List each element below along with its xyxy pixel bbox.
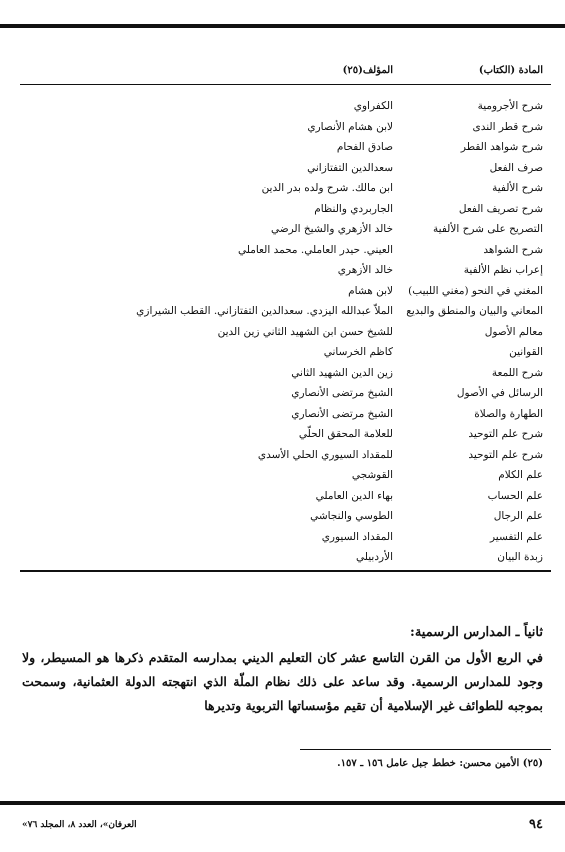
table-row — [20, 240, 543, 261]
author-name: لابن هشام — [348, 284, 393, 297]
book-title: الرسائل في الأصول — [456, 387, 543, 399]
author-name: سعدالدين التفتازاني — [307, 161, 393, 174]
book-title: علم التفسير — [490, 530, 543, 543]
book-title: علم الحساب — [487, 489, 543, 502]
book-title: شرح قطر الندى — [472, 120, 543, 133]
author-name: للعلامة المحقق الحلّي — [298, 428, 393, 440]
author-name: للمقداد السيوري الحلي الأسدي — [257, 448, 393, 461]
author-name: الشيخ مرتضى الأنصاري — [291, 387, 393, 399]
author-name: كاظم الخرساني — [323, 346, 393, 358]
author-name: خالد الأزهري — [337, 264, 393, 276]
book-title: معالم الأصول — [484, 325, 543, 338]
table-row — [20, 96, 543, 117]
table-row — [20, 260, 543, 281]
section-title: ثانياً ـ المدارس الرسمية: — [410, 625, 543, 640]
book-title: شرح الألفية — [492, 182, 543, 194]
table-row — [20, 281, 543, 302]
book-title: شرح تصريف الفعل — [458, 202, 543, 215]
book-title: علم الرجال — [493, 510, 543, 522]
book-title: التصريح على شرح الألفية — [433, 223, 543, 235]
table-header — [20, 60, 543, 82]
page-footer — [22, 817, 543, 832]
page-number: ٩٤ — [529, 817, 543, 832]
author-name: زين الدين الشهيد الثاني — [291, 366, 393, 379]
table-rows — [20, 96, 543, 568]
header-author: المؤلف(٢٥) — [342, 65, 393, 76]
section-official-schools — [22, 622, 543, 718]
footnote-rule — [300, 749, 551, 750]
table-row — [20, 342, 543, 363]
book-title: شرح علم التوحيد — [468, 448, 543, 461]
table-row — [20, 178, 543, 199]
author-name: للشيخ حسن ابن الشهيد الثاني زين الدين — [217, 325, 393, 338]
author-name: المقداد السيوري — [321, 530, 393, 543]
table-row — [20, 404, 543, 425]
book-title: شرح الشواهد — [483, 243, 543, 256]
book-title: صرف الفعل — [489, 161, 543, 174]
header-book: المادة (الكتاب) — [478, 65, 543, 76]
section-paragraph: في الربع الأول من القرن التاسع عشر كان التعليم الديني بمدارسه المتقدم ذكرها هو المسيطر، ولا وجود للمدارس الرسمية. وقد ساعد على ذلك نظام الملّة الذي انتهجته الدولة العثمانية، وسمحت بموجبه للطوائف غير الإسلامية أن تقيم مؤسساتها التربوية وتديرها — [22, 650, 543, 713]
book-title: شرح الأجرومية — [477, 100, 543, 112]
author-name: الأردبيلي — [356, 551, 393, 563]
table-row — [20, 219, 543, 240]
table-row — [20, 547, 543, 568]
author-name: الملاّ عبدالله اليزدي. سعدالدين التفتازاني. القطب الشيرازي — [136, 305, 393, 317]
journal-info: «العرفان»، العدد ٨، المجلد ٧٦ — [22, 819, 137, 830]
table-row — [20, 158, 543, 179]
table-row — [20, 527, 543, 548]
table-row — [20, 486, 543, 507]
author-name: بهاء الدين العاملي — [315, 489, 393, 502]
table-row — [20, 506, 543, 527]
book-title: المغني في النحو (مغني اللبيب) — [408, 284, 543, 297]
table-row — [20, 301, 543, 322]
book-title: إعراب نظم الألفية — [463, 264, 543, 276]
book-title: شرح شواهد القطر — [460, 141, 543, 153]
book-title: علم الكلام — [498, 469, 543, 481]
table-row — [20, 137, 543, 158]
header-rule — [20, 84, 551, 85]
book-title: زبدة البيان — [497, 551, 543, 563]
author-name: الكفراوي — [353, 100, 393, 112]
author-name: لابن هشام الأنصاري — [307, 120, 393, 133]
book-title: الطهارة والصلاة — [474, 407, 543, 420]
author-name: صادق الفحام — [336, 141, 393, 153]
table-row — [20, 322, 543, 343]
book-title: شرح اللمعة — [491, 366, 543, 379]
table-row — [20, 465, 543, 486]
table-row — [20, 424, 543, 445]
book-title: المعاني والبيان والمنطق والبديع — [406, 305, 543, 317]
table-row — [20, 383, 543, 404]
author-name: خالد الأزهري والشيخ الرضي — [270, 223, 393, 235]
table-row — [20, 199, 543, 220]
footnote: (٢٥) الأمين محسن: خطط جبل عامل ١٥٦ ـ ١٥٧. — [337, 758, 543, 769]
author-name: الشيخ مرتضى الأنصاري — [291, 407, 393, 420]
top-rule — [0, 24, 565, 28]
books-table — [20, 60, 543, 563]
author-name: العيني. حيدر العاملي. محمد العاملي — [238, 243, 393, 256]
author-name: ابن مالك. شرح ولده بدر الدين — [261, 182, 393, 194]
table-end-rule — [20, 570, 551, 572]
bottom-rule — [0, 801, 565, 805]
author-name: الجاربردي والنظام — [314, 202, 393, 215]
table-row — [20, 363, 543, 384]
book-title: القوانين — [509, 346, 543, 358]
book-title: شرح علم التوحيد — [468, 428, 543, 440]
author-name: الطوسي والنجاشي — [310, 510, 393, 522]
author-name: القوشجي — [351, 469, 393, 481]
table-row — [20, 117, 543, 138]
table-row — [20, 445, 543, 466]
